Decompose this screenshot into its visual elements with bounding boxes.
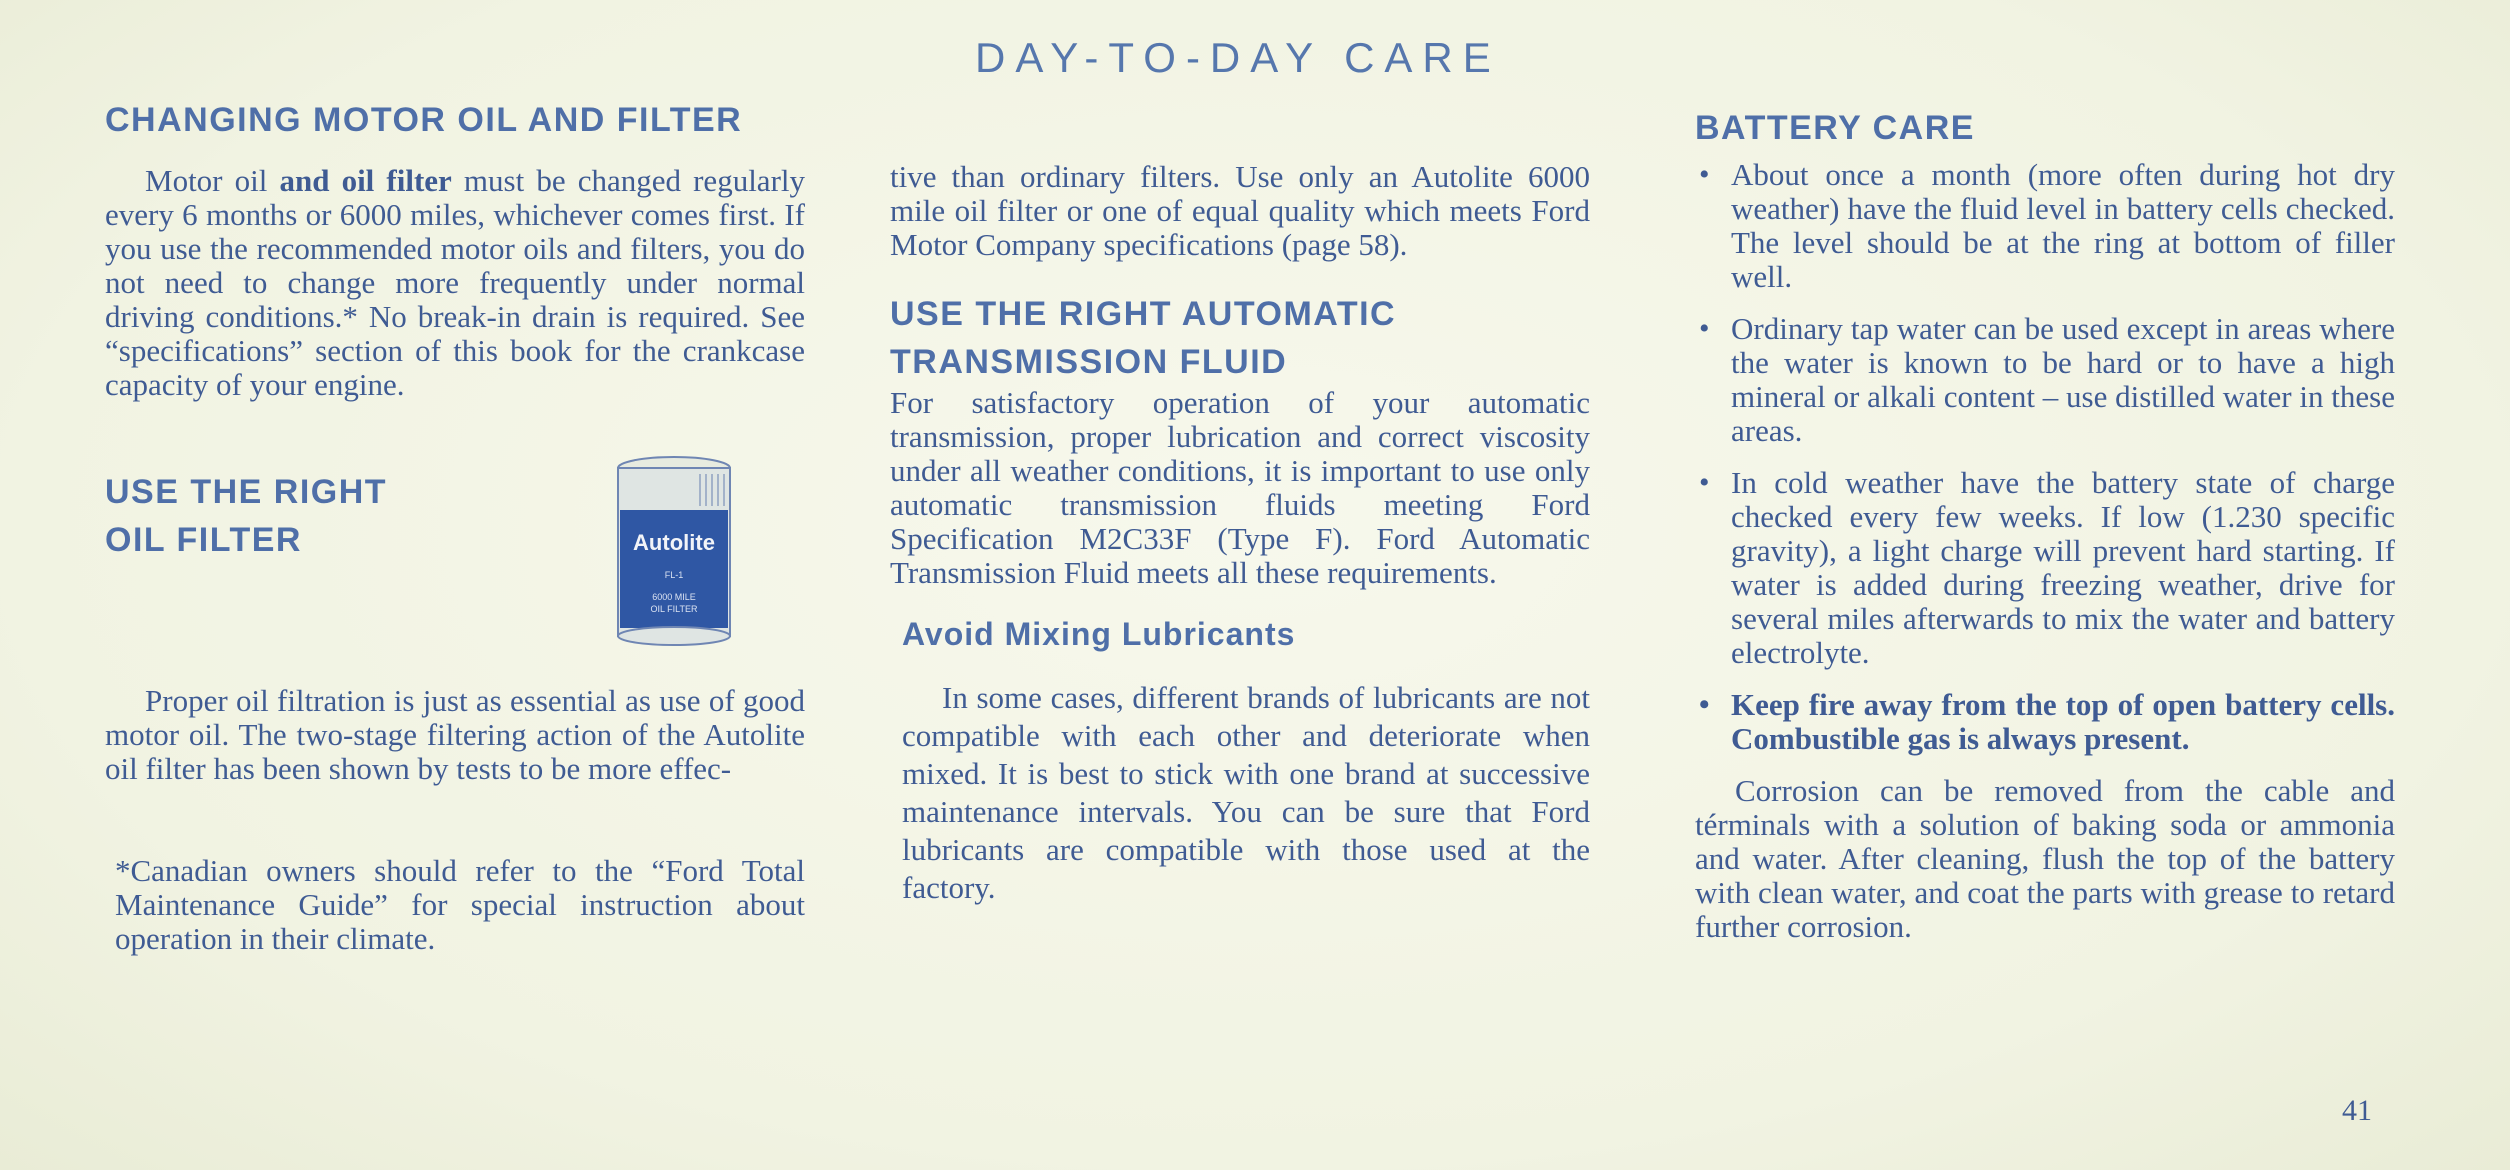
heading-changing-oil: CHANGING MOTOR OIL AND FILTER <box>105 101 743 139</box>
list-item <box>1695 466 2395 670</box>
paragraph-corrosion: Corrosion can be removed from the cable and términals with a solution of baking soda or ammonia and water. After cleaning, flush the top of the battery with clean water, and coat the parts with grease to retard further corrosion. <box>1695 773 2395 944</box>
heading-oil-filter-line2: OIL FILTER <box>105 521 302 559</box>
battery-care-list <box>1695 158 2395 756</box>
can-label-line1: 6000 MILE <box>652 592 696 602</box>
oil-text-post: must be changed regularly every 6 months or 6000 miles, whichever comes first. If you use the recommended motor oils and filters, you do not need to change more frequently under normal driving conditions.* No break-in drain is required. See “specifications” section of this book for the crankcase capacity of your engine. <box>105 163 805 402</box>
paragraph-transmission-fluid: For satisfactory operation of your automatic transmission, proper lubrication and correct viscosity under all weather conditions, it is important to use only automatic transmission fluids meeting Ford Specification M2C33F (Type F). Ford Automatic Transmission Fluid meets all these requirements. <box>890 385 1590 590</box>
page-number: 41 <box>2342 1094 2372 1127</box>
bullet-text: In cold weather have the battery state of charge checked every few weeks. If low (1.230 specific gravity), a light charge will prevent hard starting. If water is added during freezing weather, drive for several miles afterwards to mix the water and battery electrolyte. <box>1731 465 2395 670</box>
list-item <box>1695 688 2395 756</box>
column-left <box>105 96 805 956</box>
heading-battery-care: BATTERY CARE <box>1695 109 1975 147</box>
bullet-icon: • <box>1699 312 1710 345</box>
heading-transmission-fluid <box>890 290 1590 386</box>
heading-oil-filter-line1: USE THE RIGHT <box>105 473 388 511</box>
can-label-line2: OIL FILTER <box>650 604 698 614</box>
paragraph-oil-change <box>105 164 805 402</box>
column-right <box>1695 104 2395 944</box>
heading-avoid-mixing: Avoid Mixing Lubricants <box>902 616 1296 652</box>
heading-transmission-line2: TRANSMISSION FLUID <box>890 343 1288 381</box>
paragraph-filter-continued: tive than ordinary filters. Use only an Autolite 6000 mile oil filter or one of equal quality which meets Ford Motor Company specifications (page 58). <box>890 159 1590 262</box>
paragraph-avoid-mixing: In some cases, different brands of lubricants are not compatible with each other and deteriorate when mixed. It is best to stick with one brand at successive maintenance intervals. You can be sure that Ford lubricants are compatible with those used at the factory. <box>902 680 1590 905</box>
list-item <box>1695 158 2395 294</box>
bullet-icon: • <box>1699 688 1710 721</box>
can-brand: Autolite <box>633 530 715 555</box>
heading-transmission-line1: USE THE RIGHT AUTOMATIC <box>890 295 1397 333</box>
oil-text-bold: and oil filter <box>279 163 452 198</box>
oil-text-pre: Motor oil <box>145 163 280 198</box>
footnote-canadian-owners: *Canadian owners should refer to the “Ford Total Maintenance Guide” for special instruction about operation in their climate. <box>115 853 805 956</box>
page-title: DAY-TO-DAY CARE <box>975 34 1501 81</box>
column-middle <box>890 160 1590 907</box>
bullet-text: Ordinary tap water can be used except in areas where the water is known to be hard or to have a high mineral or alkali content – use distilled water in these areas. <box>1731 311 2395 448</box>
oil-filter-can-illustration <box>610 454 738 654</box>
bullet-text: Keep fire away from the top of open battery cells. Combustible gas is always present. <box>1731 687 2395 756</box>
oil-filter-section <box>105 454 805 684</box>
heading-oil-filter <box>105 468 425 564</box>
bullet-icon: • <box>1699 158 1710 191</box>
can-model: FL-1 <box>664 570 684 580</box>
list-item <box>1695 312 2395 448</box>
bullet-text: About once a month (more often during hot dry weather) have the fluid level in battery cells checked. The level should be at the ring at bottom of filler well. <box>1731 157 2395 294</box>
bullet-icon: • <box>1699 466 1710 499</box>
paragraph-filtration: Proper oil filtration is just as essential as use of good motor oil. The two-stage filtering action of the Autolite oil filter has been shown by tests to be more effec- <box>105 683 805 786</box>
